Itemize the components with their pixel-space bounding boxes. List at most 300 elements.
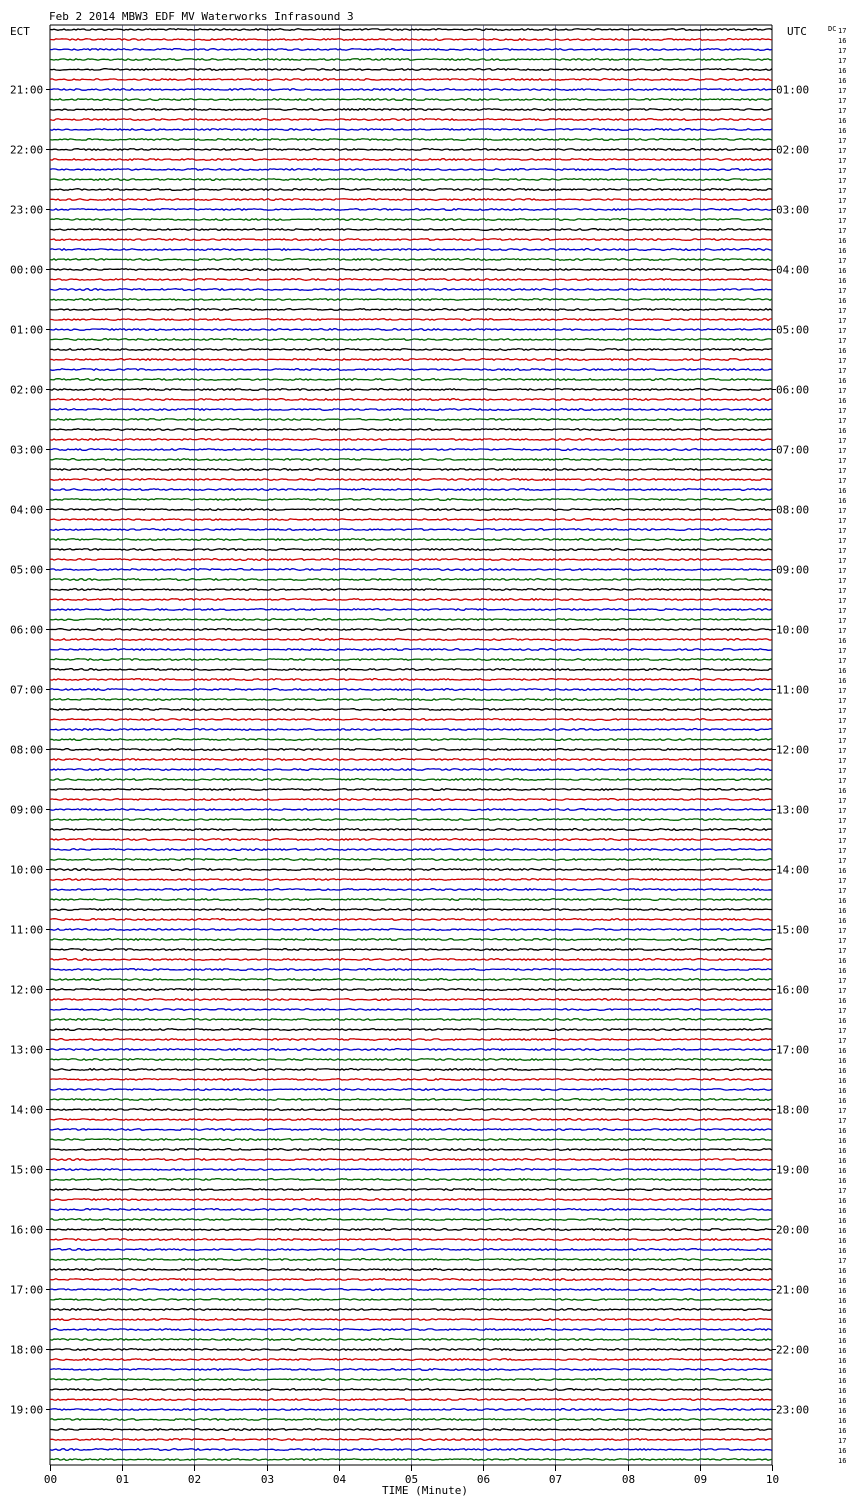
- dc-value-86: 17: [838, 887, 847, 895]
- dc-value-129: 16: [838, 1317, 847, 1325]
- ect-hour-label-6: 03:00: [10, 443, 44, 457]
- trace-row-137: [50, 1399, 772, 1401]
- trace-row-38: [50, 409, 772, 411]
- utc-hour-label-6: 07:00: [776, 443, 810, 457]
- dc-value-62: 17: [838, 647, 847, 655]
- trace-row-138: [50, 1409, 772, 1411]
- trace-row-122: [50, 1249, 772, 1251]
- trace-row-95: [50, 979, 772, 981]
- dc-value-113: 16: [838, 1157, 847, 1165]
- trace-row-44: [50, 469, 772, 471]
- trace-row-46: [50, 489, 772, 491]
- dc-value-120: 16: [838, 1227, 847, 1235]
- dc-value-122: 16: [838, 1247, 847, 1255]
- trace-row-105: [50, 1079, 772, 1081]
- ect-hour-label-20: 17:00: [10, 1283, 44, 1297]
- trace-row-53: [50, 559, 772, 561]
- dc-value-16: 17: [838, 187, 847, 195]
- trace-row-10: [50, 129, 772, 131]
- trace-row-39: [50, 419, 772, 421]
- dc-value-100: 17: [838, 1027, 847, 1035]
- trace-row-64: [50, 669, 772, 671]
- trace-row-117: [50, 1199, 772, 1201]
- utc-hour-label-2: 03:00: [776, 203, 810, 217]
- trace-row-77: [50, 799, 772, 801]
- dc-value-107: 16: [838, 1097, 847, 1105]
- dc-value-140: 16: [838, 1427, 847, 1435]
- trace-row-78: [50, 809, 772, 811]
- ect-hour-label-19: 16:00: [10, 1223, 44, 1237]
- utc-hour-label-14: 15:00: [776, 923, 810, 937]
- dc-value-93: 16: [838, 957, 847, 965]
- ect-hour-label-16: 13:00: [10, 1043, 44, 1057]
- trace-row-14: [50, 169, 772, 171]
- trace-row-8: [50, 109, 772, 111]
- trace-row-15: [50, 179, 772, 181]
- dc-value-83: 17: [838, 857, 847, 865]
- trace-row-99: [50, 1019, 772, 1021]
- dc-value-97: 16: [838, 997, 847, 1005]
- x-tick-label-08: 08: [621, 1473, 636, 1486]
- utc-hour-label-13: 14:00: [776, 863, 810, 877]
- dc-value-101: 17: [838, 1037, 847, 1045]
- dc-value-51: 17: [838, 537, 847, 545]
- dc-value-109: 17: [838, 1117, 847, 1125]
- trace-row-90: [50, 929, 772, 931]
- trace-row-43: [50, 459, 772, 461]
- dc-value-69: 17: [838, 717, 847, 725]
- trace-row-12: [50, 149, 772, 151]
- trace-row-68: [50, 709, 772, 711]
- ect-hour-label-13: 10:00: [10, 863, 44, 877]
- trace-row-50: [50, 529, 772, 531]
- ect-hour-label-10: 07:00: [10, 683, 44, 697]
- dc-value-0: 17: [838, 27, 847, 35]
- trace-row-74: [50, 769, 772, 771]
- trace-row-58: [50, 609, 772, 611]
- dc-value-111: 16: [838, 1137, 847, 1145]
- trace-row-1: [50, 39, 772, 41]
- trace-row-124: [50, 1269, 772, 1271]
- dc-value-98: 17: [838, 1007, 847, 1015]
- utc-hour-label-20: 21:00: [776, 1283, 810, 1297]
- x-tick-label-02: 02: [187, 1473, 202, 1486]
- ect-hour-label-11: 08:00: [10, 743, 44, 757]
- dc-value-22: 16: [838, 247, 847, 255]
- trace-row-34: [50, 369, 772, 371]
- dc-value-115: 16: [838, 1177, 847, 1185]
- dc-value-7: 17: [838, 97, 847, 105]
- dc-value-50: 17: [838, 527, 847, 535]
- dc-value-91: 17: [838, 937, 847, 945]
- trace-row-114: [50, 1169, 772, 1171]
- dc-value-59: 17: [838, 617, 847, 625]
- trace-row-106: [50, 1089, 772, 1091]
- dc-value-4: 16: [838, 67, 847, 75]
- ect-hour-label-12: 09:00: [10, 803, 44, 817]
- trace-row-66: [50, 689, 772, 691]
- trace-row-9: [50, 119, 772, 121]
- trace-row-139: [50, 1419, 772, 1421]
- dc-value-128: 16: [838, 1307, 847, 1315]
- trace-row-112: [50, 1149, 772, 1151]
- trace-row-23: [50, 259, 772, 261]
- dc-value-24: 16: [838, 267, 847, 275]
- ect-hour-label-5: 02:00: [10, 383, 44, 397]
- dc-value-99: 16: [838, 1017, 847, 1025]
- dc-value-103: 16: [838, 1057, 847, 1065]
- dc-value-20: 17: [838, 227, 847, 235]
- dc-value-17: 17: [838, 197, 847, 205]
- trace-row-41: [50, 439, 772, 441]
- trace-row-22: [50, 249, 772, 251]
- trace-row-73: [50, 759, 772, 761]
- dc-value-47: 16: [838, 497, 847, 505]
- trace-row-29: [50, 319, 772, 321]
- trace-row-129: [50, 1319, 772, 1321]
- utc-hour-label-3: 04:00: [776, 263, 810, 277]
- dc-value-35: 16: [838, 377, 847, 385]
- ect-hour-label-22: 19:00: [10, 1403, 44, 1417]
- trace-row-109: [50, 1119, 772, 1121]
- trace-row-59: [50, 619, 772, 621]
- trace-row-71: [50, 739, 772, 741]
- trace-row-26: [50, 289, 772, 291]
- trace-row-30: [50, 329, 772, 331]
- trace-row-4: [50, 69, 772, 71]
- trace-row-31: [50, 339, 772, 341]
- utc-hour-label-19: 20:00: [776, 1223, 810, 1237]
- utc-hour-label-8: 09:00: [776, 563, 810, 577]
- trace-row-70: [50, 729, 772, 731]
- dc-value-40: 16: [838, 427, 847, 435]
- trace-row-103: [50, 1059, 772, 1061]
- trace-row-142: [50, 1449, 772, 1451]
- dc-value-138: 16: [838, 1407, 847, 1415]
- trace-row-2: [50, 49, 772, 51]
- trace-row-47: [50, 499, 772, 501]
- dc-value-52: 17: [838, 547, 847, 555]
- ect-hour-label-14: 11:00: [10, 923, 44, 937]
- dc-value-33: 17: [838, 357, 847, 365]
- dc-value-67: 17: [838, 697, 847, 705]
- ect-hour-label-2: 23:00: [10, 203, 44, 217]
- x-tick-label-04: 04: [332, 1473, 347, 1486]
- ect-hour-label-3: 00:00: [10, 263, 44, 277]
- dc-value-71: 17: [838, 737, 847, 745]
- dc-value-15: 17: [838, 177, 847, 185]
- trace-row-141: [50, 1439, 772, 1441]
- dc-value-78: 17: [838, 807, 847, 815]
- dc-value-27: 16: [838, 297, 847, 305]
- dc-value-63: 17: [838, 657, 847, 665]
- trace-row-127: [50, 1299, 772, 1301]
- trace-row-94: [50, 969, 772, 971]
- ect-hour-label-8: 05:00: [10, 563, 44, 577]
- trace-row-97: [50, 999, 772, 1001]
- dc-value-133: 16: [838, 1357, 847, 1365]
- dc-value-124: 16: [838, 1267, 847, 1275]
- ect-hour-label-7: 04:00: [10, 503, 44, 517]
- dc-value-134: 16: [838, 1367, 847, 1375]
- trace-row-32: [50, 349, 772, 351]
- trace-row-5: [50, 79, 772, 81]
- dc-value-11: 17: [838, 137, 847, 145]
- ect-hour-label-21: 18:00: [10, 1343, 44, 1357]
- trace-row-54: [50, 569, 772, 571]
- dc-value-70: 17: [838, 727, 847, 735]
- dc-value-25: 16: [838, 277, 847, 285]
- dc-value-19: 17: [838, 217, 847, 225]
- trace-row-42: [50, 449, 772, 451]
- trace-row-25: [50, 279, 772, 281]
- dc-value-29: 17: [838, 317, 847, 325]
- trace-row-113: [50, 1159, 772, 1161]
- trace-row-143: [50, 1459, 772, 1461]
- dc-value-121: 16: [838, 1237, 847, 1245]
- x-tick-label-07: 07: [548, 1473, 563, 1486]
- x-axis: [44, 1465, 779, 1486]
- utc-hour-label-18: 19:00: [776, 1163, 810, 1177]
- trace-row-88: [50, 909, 772, 911]
- dc-value-142: 16: [838, 1447, 847, 1455]
- trace-row-3: [50, 59, 772, 61]
- x-tick-label-06: 06: [476, 1473, 491, 1486]
- dc-value-13: 17: [838, 157, 847, 165]
- trace-row-56: [50, 589, 772, 591]
- dc-value-32: 16: [838, 347, 847, 355]
- dc-value-10: 16: [838, 127, 847, 135]
- dc-value-30: 17: [838, 327, 847, 335]
- trace-row-82: [50, 849, 772, 851]
- utc-hour-label-1: 02:00: [776, 143, 810, 157]
- dc-value-6: 17: [838, 87, 847, 95]
- trace-row-81: [50, 839, 772, 841]
- dc-value-77: 17: [838, 797, 847, 805]
- trace-row-19: [50, 219, 772, 221]
- trace-row-11: [50, 139, 772, 141]
- dc-label: DC: [828, 25, 837, 33]
- ect-timezone-label: ECT: [10, 25, 30, 38]
- dc-value-87: 16: [838, 897, 847, 905]
- trace-row-67: [50, 699, 772, 701]
- dc-value-65: 16: [838, 677, 847, 685]
- trace-row-104: [50, 1069, 772, 1071]
- dc-value-73: 17: [838, 757, 847, 765]
- trace-row-16: [50, 189, 772, 191]
- dc-value-119: 16: [838, 1217, 847, 1225]
- dc-value-56: 17: [838, 587, 847, 595]
- seismic-traces: [50, 29, 772, 1461]
- dc-value-108: 17: [838, 1107, 847, 1115]
- trace-row-98: [50, 1009, 772, 1011]
- utc-hour-label-11: 12:00: [776, 743, 810, 757]
- dc-value-137: 16: [838, 1397, 847, 1405]
- trace-row-75: [50, 779, 772, 781]
- dc-value-132: 16: [838, 1347, 847, 1355]
- dc-value-31: 17: [838, 337, 847, 345]
- dc-value-12: 17: [838, 147, 847, 155]
- utc-hour-label-15: 16:00: [776, 983, 810, 997]
- chart-title: Feb 2 2014 MBW3 EDF MV Waterworks Infrasound 3: [49, 10, 354, 23]
- dc-value-117: 16: [838, 1197, 847, 1205]
- trace-row-51: [50, 539, 772, 541]
- trace-row-20: [50, 229, 772, 231]
- dc-value-36: 17: [838, 387, 847, 395]
- trace-row-63: [50, 659, 772, 661]
- trace-row-57: [50, 599, 772, 601]
- x-tick-label-01: 01: [115, 1473, 130, 1486]
- trace-row-61: [50, 639, 772, 641]
- utc-hour-label-4: 05:00: [776, 323, 810, 337]
- dc-value-46: 16: [838, 487, 847, 495]
- trace-row-17: [50, 199, 772, 201]
- dc-value-96: 17: [838, 987, 847, 995]
- ect-hour-label-0: 21:00: [10, 83, 44, 97]
- x-tick-label-00: 00: [43, 1473, 58, 1486]
- dc-value-95: 17: [838, 977, 847, 985]
- dc-value-68: 17: [838, 707, 847, 715]
- trace-row-69: [50, 719, 772, 721]
- trace-row-55: [50, 579, 772, 581]
- dc-value-114: 16: [838, 1167, 847, 1175]
- dc-value-110: 16: [838, 1127, 847, 1135]
- x-tick-label-09: 09: [693, 1473, 708, 1486]
- dc-value-131: 16: [838, 1337, 847, 1345]
- utc-hour-label-12: 13:00: [776, 803, 810, 817]
- trace-row-89: [50, 919, 772, 921]
- dc-value-8: 17: [838, 107, 847, 115]
- trace-row-65: [50, 679, 772, 681]
- dc-value-89: 16: [838, 917, 847, 925]
- trace-row-60: [50, 629, 772, 631]
- dc-value-34: 17: [838, 367, 847, 375]
- dc-value-55: 17: [838, 577, 847, 585]
- trace-row-48: [50, 509, 772, 511]
- dc-value-41: 17: [838, 437, 847, 445]
- dc-value-143: 16: [838, 1457, 847, 1465]
- trace-row-100: [50, 1029, 772, 1031]
- trace-row-87: [50, 899, 772, 901]
- trace-row-116: [50, 1189, 772, 1191]
- utc-hour-labels: [772, 84, 809, 1417]
- dc-value-136: 16: [838, 1387, 847, 1395]
- dc-value-38: 17: [838, 407, 847, 415]
- dc-value-3: 17: [838, 57, 847, 65]
- trace-row-49: [50, 519, 772, 521]
- ect-hour-label-9: 06:00: [10, 623, 44, 637]
- utc-hour-label-16: 17:00: [776, 1043, 810, 1057]
- dc-value-106: 16: [838, 1087, 847, 1095]
- dc-value-37: 16: [838, 397, 847, 405]
- dc-value-14: 17: [838, 167, 847, 175]
- trace-row-13: [50, 159, 772, 161]
- dc-value-26: 17: [838, 287, 847, 295]
- dc-value-112: 16: [838, 1147, 847, 1155]
- trace-row-102: [50, 1049, 772, 1051]
- dc-value-49: 17: [838, 517, 847, 525]
- dc-value-130: 16: [838, 1327, 847, 1335]
- dc-value-84: 16: [838, 867, 847, 875]
- trace-row-36: [50, 389, 772, 391]
- utc-hour-label-17: 18:00: [776, 1103, 810, 1117]
- dc-value-92: 17: [838, 947, 847, 955]
- trace-row-108: [50, 1109, 772, 1111]
- dc-value-75: 17: [838, 777, 847, 785]
- trace-row-131: [50, 1339, 772, 1341]
- ect-hour-label-18: 15:00: [10, 1163, 44, 1177]
- trace-row-123: [50, 1259, 772, 1261]
- dc-value-104: 16: [838, 1067, 847, 1075]
- dc-value-102: 16: [838, 1047, 847, 1055]
- dc-value-18: 17: [838, 207, 847, 215]
- dc-value-94: 16: [838, 967, 847, 975]
- trace-row-115: [50, 1179, 772, 1181]
- trace-row-37: [50, 399, 772, 401]
- trace-row-35: [50, 379, 772, 381]
- trace-row-86: [50, 889, 772, 891]
- dc-value-82: 17: [838, 847, 847, 855]
- trace-row-40: [50, 429, 772, 431]
- dc-value-74: 17: [838, 767, 847, 775]
- dc-value-53: 17: [838, 557, 847, 565]
- ect-hour-label-17: 14:00: [10, 1103, 44, 1117]
- trace-row-133: [50, 1359, 772, 1361]
- trace-row-135: [50, 1379, 772, 1381]
- dc-value-44: 17: [838, 467, 847, 475]
- dc-value-2: 17: [838, 47, 847, 55]
- dc-value-23: 17: [838, 257, 847, 265]
- dc-value-58: 17: [838, 607, 847, 615]
- x-tick-label-05: 05: [404, 1473, 419, 1486]
- trace-row-27: [50, 299, 772, 301]
- dc-value-88: 16: [838, 907, 847, 915]
- trace-row-101: [50, 1039, 772, 1041]
- dc-value-85: 17: [838, 877, 847, 885]
- utc-timezone-label: UTC: [787, 25, 807, 38]
- trace-row-111: [50, 1139, 772, 1141]
- trace-row-96: [50, 989, 772, 991]
- dc-value-60: 17: [838, 627, 847, 635]
- trace-row-6: [50, 89, 772, 91]
- dc-value-105: 16: [838, 1077, 847, 1085]
- trace-row-79: [50, 819, 772, 821]
- trace-row-132: [50, 1349, 772, 1351]
- dc-value-90: 17: [838, 927, 847, 935]
- dc-value-61: 16: [838, 637, 847, 645]
- dc-value-54: 17: [838, 567, 847, 575]
- trace-row-72: [50, 749, 772, 751]
- ect-hour-label-15: 12:00: [10, 983, 44, 997]
- dc-value-116: 17: [838, 1187, 847, 1195]
- trace-row-107: [50, 1099, 772, 1101]
- trace-row-125: [50, 1279, 772, 1281]
- dc-value-125: 16: [838, 1277, 847, 1285]
- trace-row-18: [50, 209, 772, 211]
- utc-hour-label-10: 11:00: [776, 683, 810, 697]
- dc-value-28: 17: [838, 307, 847, 315]
- dc-value-57: 17: [838, 597, 847, 605]
- trace-row-91: [50, 939, 772, 941]
- trace-row-120: [50, 1229, 772, 1231]
- trace-row-92: [50, 949, 772, 951]
- utc-hour-label-21: 22:00: [776, 1343, 810, 1357]
- trace-row-62: [50, 649, 772, 651]
- dc-value-80: 17: [838, 827, 847, 835]
- trace-row-76: [50, 789, 772, 791]
- dc-value-81: 17: [838, 837, 847, 845]
- utc-hour-label-9: 10:00: [776, 623, 810, 637]
